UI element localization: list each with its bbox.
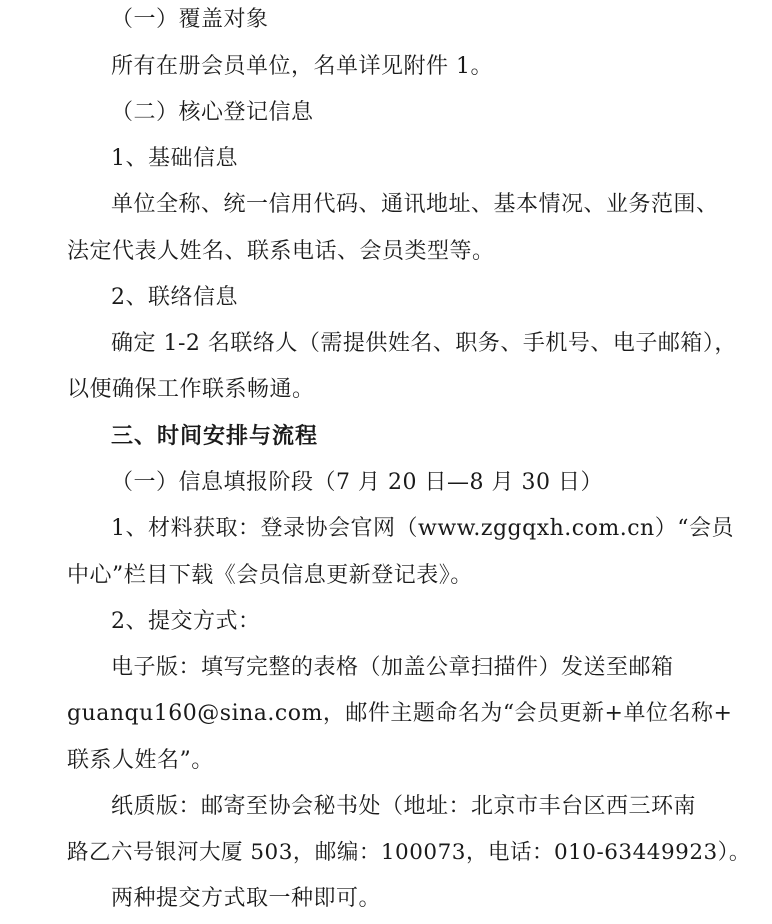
paragraph-paper-line1: 纸质版：邮寄至协会秘书处（地址：北京市丰台区西三环南 xyxy=(111,794,697,819)
paragraph-contact-info-line2: 以便确保工作联系畅通。 xyxy=(67,377,315,402)
item-basic-info: 1、基础信息 xyxy=(111,146,238,171)
subheading-coverage: （一）覆盖对象 xyxy=(111,7,269,32)
paragraph-electronic-line2: guanqu160@sina.com，邮件主题命名为“会员更新+单位名称+ xyxy=(67,701,733,726)
paragraph-either-method: 两种提交方式取一种即可。 xyxy=(111,886,382,911)
paragraph-coverage: 所有在册会员单位，名单详见附件 1。 xyxy=(111,54,493,79)
paragraph-basic-info-line1: 单位全称、统一信用代码、通讯地址、基本情况、业务范围、 xyxy=(111,192,719,217)
paragraph-paper-line2: 路乙六号银河大厦 503，邮编：100073，电话：010-63449923）。 xyxy=(67,840,751,865)
subheading-filling-stage: （一）信息填报阶段（7 月 20 日—8 月 30 日） xyxy=(111,470,603,495)
paragraph-electronic-line1: 电子版：填写完整的表格（加盖公章扫描件）发送至邮箱 xyxy=(111,655,674,680)
item-submission-method: 2、提交方式： xyxy=(111,609,261,634)
heading-schedule: 三、时间安排与流程 xyxy=(111,424,319,449)
paragraph-electronic-line3: 联系人姓名”。 xyxy=(67,748,214,773)
item-contact-info: 2、联络信息 xyxy=(111,285,238,310)
paragraph-material-line1: 1、材料获取：登录协会官网（www.zggqxh.com.cn）“会员 xyxy=(111,516,734,541)
subheading-core-info: （二）核心登记信息 xyxy=(111,100,314,125)
paragraph-contact-info-line1: 确定 1-2 名联络人（需提供姓名、职务、手机号、电子邮箱）， xyxy=(111,331,737,356)
paragraph-material-line2: 中心”栏目下载《会员信息更新登记表》。 xyxy=(67,563,473,588)
paragraph-basic-info-line2: 法定代表人姓名、联系电话、会员类型等。 xyxy=(67,239,495,264)
